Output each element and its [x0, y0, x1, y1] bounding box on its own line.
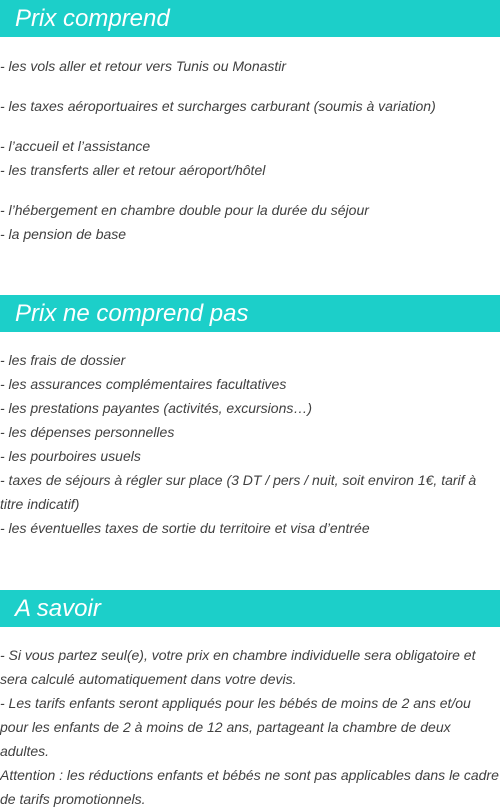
excluded-item: - les assurances complémentaires facultatives [0, 376, 287, 392]
included-item: - l’hébergement en chambre double pour la durée du séjour [0, 202, 369, 218]
info-item: - Les tarifs enfants seront appliqués pour les bébés de moins de 2 ans et/ou pour les enfants de 2 à moins de 12 ans, partageant la chambre de deux adultes. [0, 695, 471, 759]
included-group-3 [0, 134, 500, 182]
excluded-item: - les pourboires usuels [0, 448, 141, 464]
excluded-item: - les dépenses personnelles [0, 424, 175, 440]
included-group-4 [0, 198, 500, 246]
excluded-item: - les frais de dossier [0, 352, 126, 368]
info-item: - Si vous partez seul(e), votre prix en chambre individuelle sera obligatoire et sera calculé automatiquement dans votre devis. [0, 647, 476, 687]
excluded-list [0, 348, 500, 540]
excluded-item: - les prestations payantes (activités, excursions…) [0, 400, 313, 416]
section-header-prix-comprend: Prix comprend [0, 0, 500, 37]
included-item: - les vols aller et retour vers Tunis ou Monastir [0, 58, 287, 74]
info-list [0, 643, 500, 811]
excluded-item: - les éventuelles taxes de sortie du territoire et visa d’entrée [0, 520, 370, 536]
excluded-item: - taxes de séjours à régler sur place (3 DT / pers / nuit, soit environ 1€, tarif à titre indicatif) [0, 472, 477, 512]
included-group-1 [0, 54, 500, 78]
section-header-a-savoir: A savoir [0, 590, 500, 627]
included-item: - les transferts aller et retour aéroport/hôtel [0, 162, 266, 178]
info-item: Attention : les réductions enfants et bébés ne sont pas applicables dans le cadre de tarifs promotionnels. [0, 767, 499, 807]
included-item: - la pension de base [0, 226, 127, 242]
included-item: - l’accueil et l’assistance [0, 138, 151, 154]
section-header-prix-ne-comprend-pas: Prix ne comprend pas [0, 295, 500, 332]
included-item: - les taxes aéroportuaires et surcharges carburant (soumis à variation) [0, 98, 436, 114]
included-group-2 [0, 94, 500, 118]
